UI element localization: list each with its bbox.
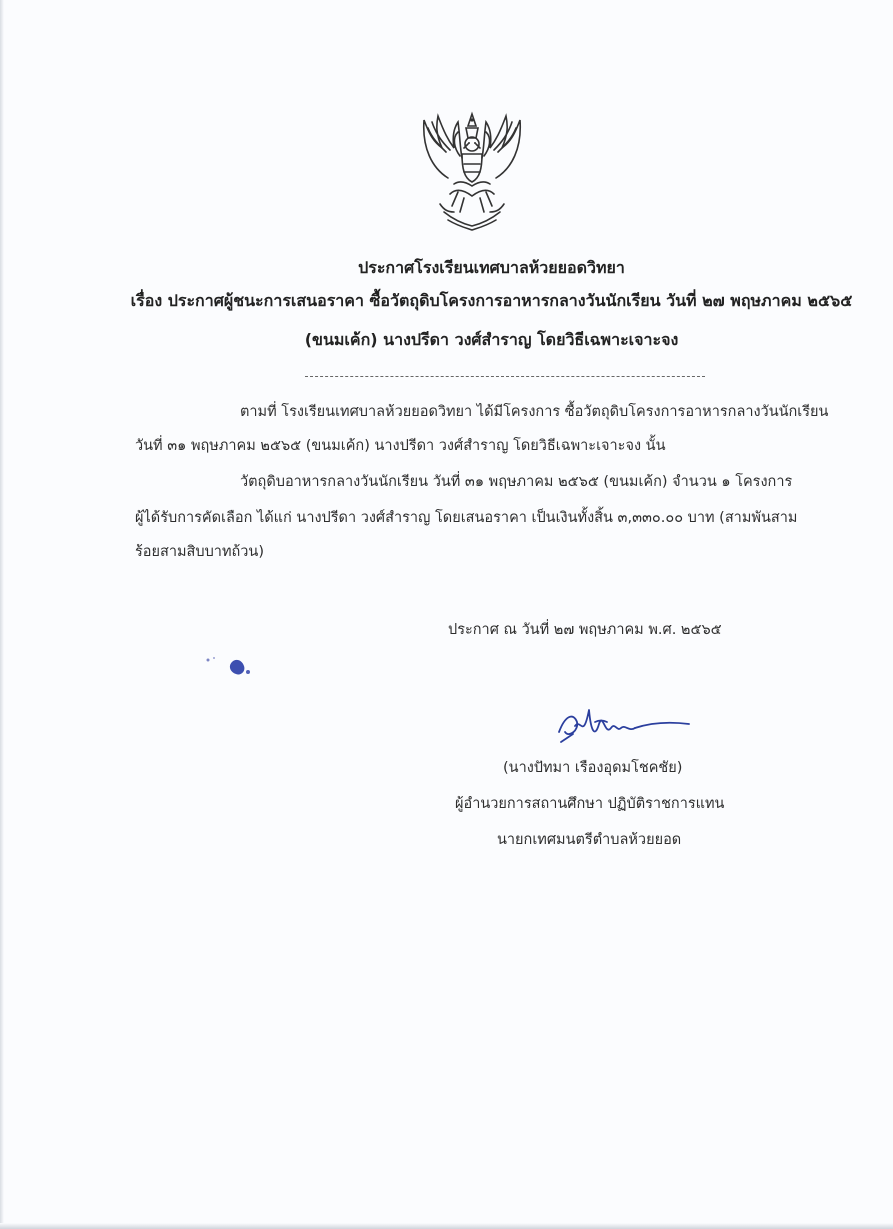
subject-line: (ขนมเค้ก) นางปรีดา วงศ์สำราญ โดยวิธีเฉพาะเจาะจง [304,330,679,349]
divider-dashed [305,376,705,377]
subject-line: เรื่อง ประกาศผู้ชนะการเสนอราคา ซื้อวัตถุดิบโครงการอาหารกลางวันนักเรียน วันที่ ๒๗ พฤษภาคม ๒๕๖๕ [130,291,853,310]
paragraph-line: ร้อยสามสิบบาทถ้วน) [135,544,264,560]
handwritten-signature [555,702,695,750]
signer-name: (นางปัทมา เรืองอุดมโชคชัย) [503,760,683,776]
paragraph-line: วันที่ ๓๑ พฤษภาคม ๒๕๖๕ (ขนมเค้ก) นางปรีดา วงศ์สำราญ โดยวิธีเฉพาะเจาะจง นั้น [135,438,666,454]
ink-smudge [200,652,260,682]
signer-position: นายกเทศมนตรีตำบลห้วยยอด [497,832,682,848]
paragraph-line: วัตถุดิบอาหารกลางวันนักเรียน วันที่ ๓๑ พฤษภาคม ๒๕๖๕ (ขนมเค้ก) จำนวน ๑ โครงการ [240,474,793,490]
paragraph-line: ผู้ได้รับการคัดเลือก ได้แก่ นางปรีดา วงศ์สำราญ โดยเสนอราคา เป็นเงินทั้งสิ้น ๓,๓๓๐.๐๐ บาท (สามพันสาม [135,510,798,526]
signer-position: ผู้อำนวยการสถานศึกษา ปฏิบัติราชการแทน [455,796,725,812]
document-title: ประกาศโรงเรียนเทศบาลห้วยยอดวิทยา [358,258,625,277]
scan-edge [0,0,4,1229]
announcement-date: ประกาศ ณ วันที่ ๒๗ พฤษภาคม พ.ศ. ๒๕๖๕ [448,622,722,638]
garuda-emblem-icon [414,108,530,232]
paragraph-line: ตามที่ โรงเรียนเทศบาลห้วยยอดวิทยา ได้มีโครงการ ซื้อวัตถุดิบโครงการอาหารกลางวันนักเรียน [240,404,829,420]
scan-edge [0,1223,893,1229]
